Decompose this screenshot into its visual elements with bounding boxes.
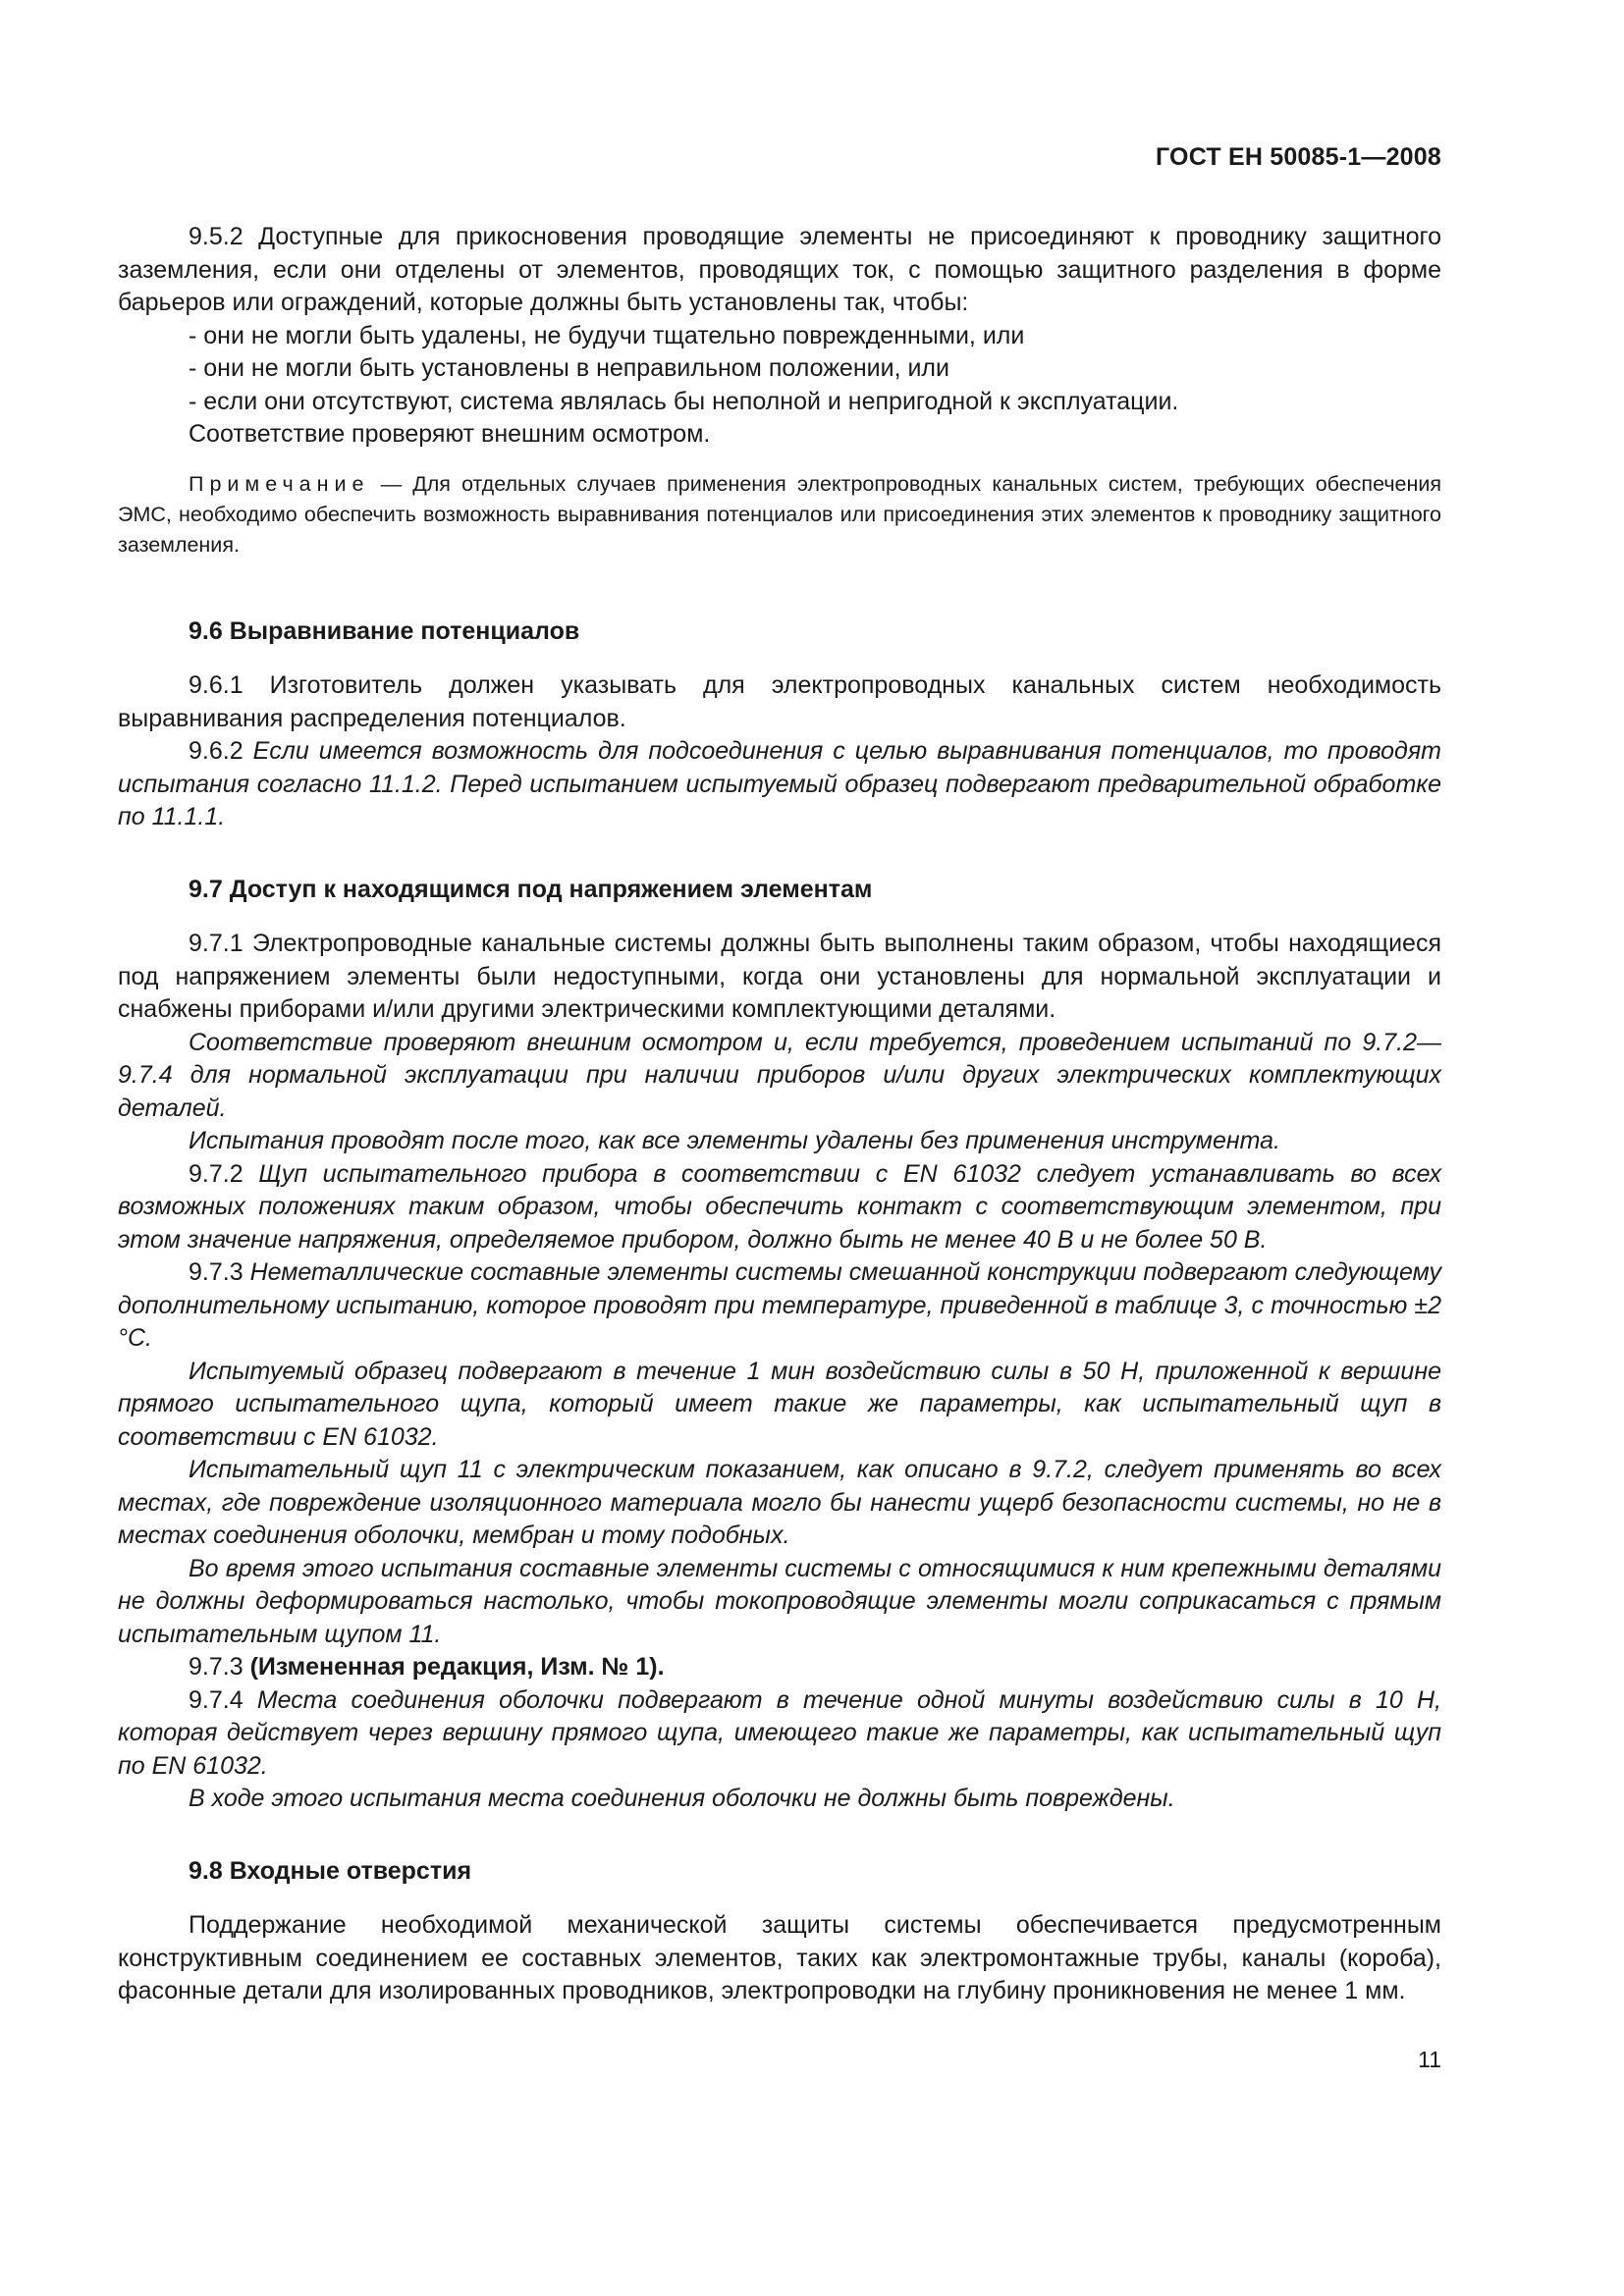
page-number: 11 xyxy=(1418,2047,1441,2072)
section-heading-9-6: 9.6 Выравнивание потенциалов xyxy=(189,616,580,645)
clause-number: 9.7.3 xyxy=(189,1258,250,1286)
document-header: ГОСТ ЕН 50085-1—2008 xyxy=(1156,143,1441,171)
compliance-text: Соответствие проверяют внешним осмотром и, если требуется, проведением испытаний по 9.7.2—9.7.4 для нормальной эксплуатации при наличии приборов и/или других электрических комплектующих деталей. xyxy=(118,1028,1441,1122)
clause-number: 9.7.4 xyxy=(189,1685,257,1714)
note-text: — Для отдельных случаев применения электропроводных канальных систем, требующих обеспечения ЭМС, необходимо обеспечить возможность выравнивания потенциалов или присоединения этих элементов к проводнику защитного заземления. xyxy=(118,471,1441,557)
tests-text: Испытания проводят после того, как все элементы удалены без применения инструмента. xyxy=(189,1127,1280,1154)
paragraph-9-5-2: 9.5.2 Доступные для прикосновения проводящие элементы не присоединяют к проводнику защитного заземления, если они отделены от элементов, проводящих ток, с помощью защитного разделения в форме барьеров или ограждений, которые должны быть установлены так, чтобы: xyxy=(118,223,1441,316)
clause-number: 9.7.2 xyxy=(189,1159,259,1188)
paragraph-9-6-2 xyxy=(118,735,1441,834)
paragraph-9-8: Поддержание необходимой механической защиты системы обеспечивается предусмотренным конструктивным соединением ее составных элементов, таких как электромонтажные трубы, каналы (короба), фасонные детали для изолированных проводников, электропроводки на глубину проникновения не менее 1 мм. xyxy=(118,1911,1441,2004)
list-item: - если они отсутствуют, система являлась бы неполной и непригодной к эксплуатации. xyxy=(189,387,1179,415)
note xyxy=(118,469,1441,561)
note-label: Примечание xyxy=(189,471,370,496)
paragraph-9-7-1: 9.7.1 Электропроводные канальные системы должны быть выполнены таким образом, чтобы находящиеся под напряжением элементы были недоступными, когда они установлены для нормальной эксплуатации и снабжены приборами и/или другими электрическими комплектующими деталями. xyxy=(118,930,1441,1023)
paragraph-text: В ходе этого испытания места соединения оболочки не должны быть повреждены. xyxy=(189,1785,1175,1812)
list-item: - они не могли быть установлены в неправильном положении, или xyxy=(189,354,949,382)
clause-text: Если имеется возможность для подсоединения с целью выравнивания потенциалов, то проводят испытания согласно 11.1.2. Перед испытанием испытуемый образец подвергают предварительной обработке по 11.1.1. xyxy=(118,737,1441,830)
clause-number: 9.7.3 xyxy=(189,1653,250,1681)
amendment-text: (Измененная редакция, Изм. № 1). xyxy=(249,1653,665,1681)
section-heading-9-7: 9.7 Доступ к находящимся под напряжением элементам xyxy=(189,875,873,903)
clause-number: 9.6.2 xyxy=(189,737,253,765)
compliance-text: Соответствие проверяют внешним осмотром. xyxy=(189,420,711,448)
paragraph-text: Испытательный щуп 11 с электрическим показанием, как описано в 9.7.2, следует применять во всех местах, где повреждение изоляционного материала могло бы нанести ущерб безопасности системы, но не в местах соединения оболочки, мембран и тому подобных. xyxy=(118,1456,1441,1549)
paragraph-9-6-1: 9.6.1 Изготовитель должен указывать для электропроводных канальных систем необходимость выравнивания распределения потенциалов. xyxy=(118,671,1441,732)
clause-text: Неметаллические составные элементы системы смешанной конструкции подвергают следующему дополнительному испытанию, которое проводят при температуре, приведенной в таблице 3, с точностью ±2 °С. xyxy=(118,1258,1441,1352)
paragraph-9-7-2 xyxy=(118,1158,1441,1257)
document-body xyxy=(118,221,1441,2008)
list-item: - они не могли быть удалены, не будучи тщательно поврежденными, или xyxy=(189,321,1025,349)
clause-text: Места соединения оболочки подвергают в течение одной минуты воздействию силы в 10 Н, которая действует через вершину прямого щупа, имеющего такие же параметры, как испытательный щуп по EN 61032. xyxy=(118,1685,1441,1780)
paragraph-9-7-3 xyxy=(118,1256,1441,1356)
section-heading-9-8: 9.8 Входные отверстия xyxy=(189,1856,472,1885)
paragraph-text: Во время этого испытания составные элементы системы с относящимися к ним крепежными деталями не должны деформироваться настолько, чтобы токопроводящие элементы могли соприкасаться с прямым испытательным щупом 11. xyxy=(118,1554,1441,1648)
paragraph-text: Испытуемый образец подвергают в течение 1 мин воздействию силы в 50 Н, приложенной к вершине прямого испытательного щупа, который имеет такие же параметры, как испытательный щуп в соответствии с EN 61032. xyxy=(118,1357,1441,1451)
paragraph-9-7-4 xyxy=(118,1684,1441,1784)
amendment-note xyxy=(118,1651,1441,1684)
clause-text: Щуп испытательного прибора в соответствии с EN 61032 следует устанавливать во всех возможных положениях таким образом, чтобы обеспечить контакт с соответствующим элементом, при этом значение напряжения, определяемое прибором, должно быть не менее 40 В и не более 50 В. xyxy=(118,1159,1441,1254)
